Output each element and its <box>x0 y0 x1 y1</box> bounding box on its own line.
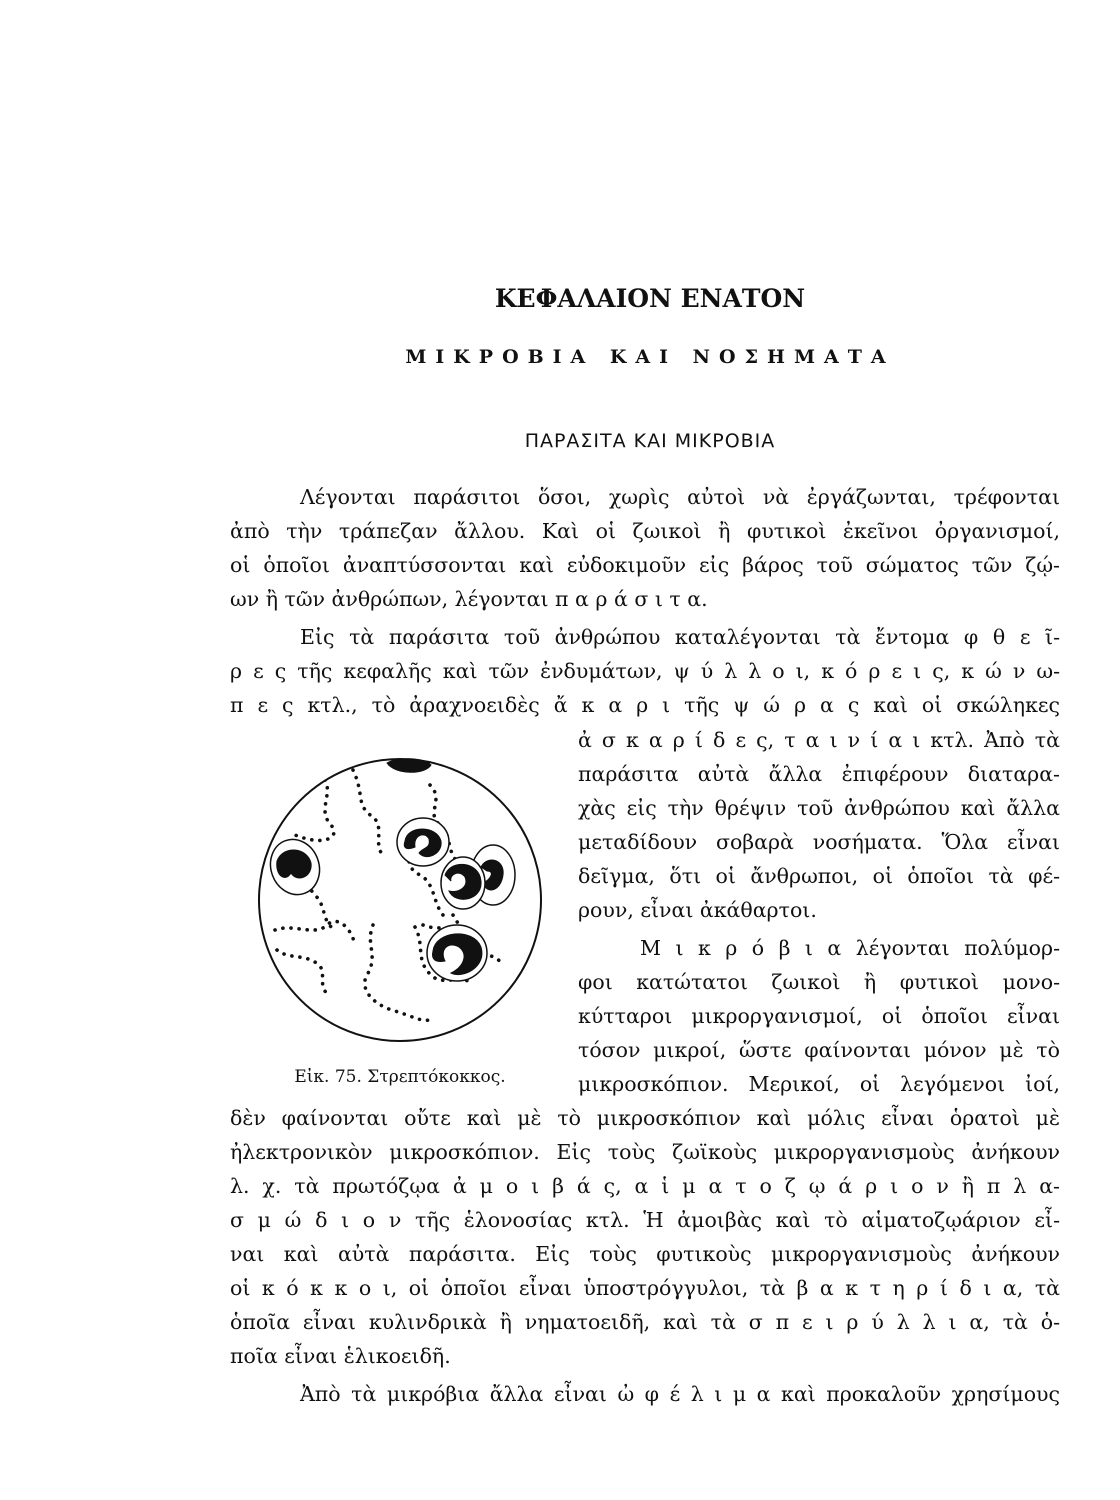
text-line: μεταδίδουν σοβαρὰ νοσήματα. Ὅλα εἶναι <box>578 830 1060 854</box>
text-line: Λέγονται παράσιτοι ὅσοι, χωρὶς αὐτοὶ νὰ ἐργάζωνται, τρέφονται <box>300 485 1060 509</box>
text-line: οἱ ὁποῖοι ἀναπτύσσονται καὶ εὐδοκιμοῦν εἰς βάρος τοῦ σώματος τῶν ζῴ- <box>230 553 1060 577</box>
section-title: ΜΙΚΡΟΒΙΑ ΚΑΙ ΝΟΣΗΜΑΤΑ <box>405 346 895 368</box>
text-line: ρουν, εἶναι ἀκάθαρτοι. <box>578 898 817 922</box>
text-line: Μ ι κ ρ ό β ι α λέγονται πολύμορ- <box>640 936 1060 960</box>
text-line: χὰς εἰς τὴν θρέψιν τοῦ ἀνθρώπου καὶ ἄλλα <box>578 796 1060 820</box>
figure-caption: Εἰκ. 75. Στρεπτόκοκκος. <box>294 1067 506 1087</box>
text-line: π ε ς κτλ., τὸ ἀραχνοειδὲς ἄ κ α ρ ι τῆς ψ ώ ρ α ς καὶ οἱ σκώληκες <box>230 693 1060 717</box>
text-line: φοι κατώτατοι ζωικοὶ ἢ φυτικοὶ μονο- <box>578 970 1060 994</box>
text-line: παράσιτα αὐτὰ ἄλλα ἐπιφέρουν διαταρα- <box>578 762 1060 786</box>
text-line: μικροσκόπιον. Μερικοί, οἱ λεγόμενοι ἰοί, <box>578 1072 1060 1096</box>
text-line: ἀπὸ τὴν τράπεζαν ἄλλου. Καὶ οἱ ζωικοὶ ἢ φυτικοὶ ἐκεῖνοι ὀργανισμοί, <box>230 519 1060 543</box>
text-line: δὲν φαίνονται οὔτε καὶ μὲ τὸ μικροσκόπιον καὶ μόλις εἶναι ὁρατοὶ μὲ <box>230 1106 1060 1130</box>
chapter-title: ΚΕΦΑΛΑΙΟΝ ΕΝΑΤΟΝ <box>494 284 806 313</box>
text-line: ποῖα εἶναι ἑλικοειδῆ. <box>230 1344 451 1368</box>
text-line: ἀ σ κ α ρ ί δ ε ς, τ α ι ν ί α ι κτλ. Ἀπὸ τὰ <box>578 728 1060 752</box>
text-line: ων ἢ τῶν ἀνθρώπων, λέγονται π α ρ ά σ ι τ α. <box>230 587 708 611</box>
text-line: ρ ε ς τῆς κεφαλῆς καὶ τῶν ἐνδυμάτων, ψ ύ λ λ ο ι, κ ό ρ ε ι ς, κ ώ ν ω- <box>230 659 1060 683</box>
text-line: δεῖγμα, ὅτι οἱ ἄνθρωποι, οἱ ὁποῖοι τὰ φέ- <box>578 864 1060 888</box>
text-line: Εἰς τὰ παράσιτα τοῦ ἀνθρώπου καταλέγονται τὰ ἔντομα φ θ ε ῖ- <box>300 625 1060 649</box>
text-line: τόσον μικροί, ὥστε φαίνονται μόνον μὲ τὸ <box>578 1038 1060 1062</box>
text-line: ὁποῖα εἶναι κυλινδρικὰ ἢ νηματοειδῆ, καὶ τὰ σ π ε ι ρ ύ λ λ ι α, τὰ ὁ- <box>230 1310 1060 1334</box>
text-line: ναι καὶ αὐτὰ παράσιτα. Εἰς τοὺς φυτικοὺς μικροργανισμοὺς ἀνήκουν <box>230 1242 1060 1266</box>
text-line: ἠλεκτρονικὸν μικροσκόπιον. Εἰς τοὺς ζωϊκοὺς μικροργανισμοὺς ἀνήκουν <box>230 1140 1060 1164</box>
text-line: λ. χ. τὰ πρωτόζῳα ἀ μ ο ι β ά ς, α ἱ μ α τ ο ζ ῳ ά ρ ι ο ν ἢ π λ α- <box>230 1174 1060 1198</box>
text-line: σ μ ώ δ ι ο ν τῆς ἑλονοσίας κτλ. Ἡ ἀμοιβὰς καὶ τὸ αἱματοζῳάριον εἶ- <box>230 1208 1060 1232</box>
streptococcus-illustration <box>255 755 545 1045</box>
subsection-title: ΠΑΡΑΣΙΤΑ ΚΑΙ ΜΙΚΡΟΒΙΑ <box>524 430 776 452</box>
text-line: οἱ κ ό κ κ ο ι, οἱ ὁποῖοι εἶναι ὑποστρόγγυλοι, τὰ β α κ τ η ρ ί δ ι α, τὰ <box>230 1276 1060 1300</box>
text-line: Ἀπὸ τὰ μικρόβια ἄλλα εἶναι ὠ φ έ λ ι μ α καὶ προκαλοῦν χρησίμους <box>300 1382 1060 1406</box>
text-line: κύτταροι μικροργανισμοί, οἱ ὁποῖοι εἶναι <box>578 1004 1060 1028</box>
